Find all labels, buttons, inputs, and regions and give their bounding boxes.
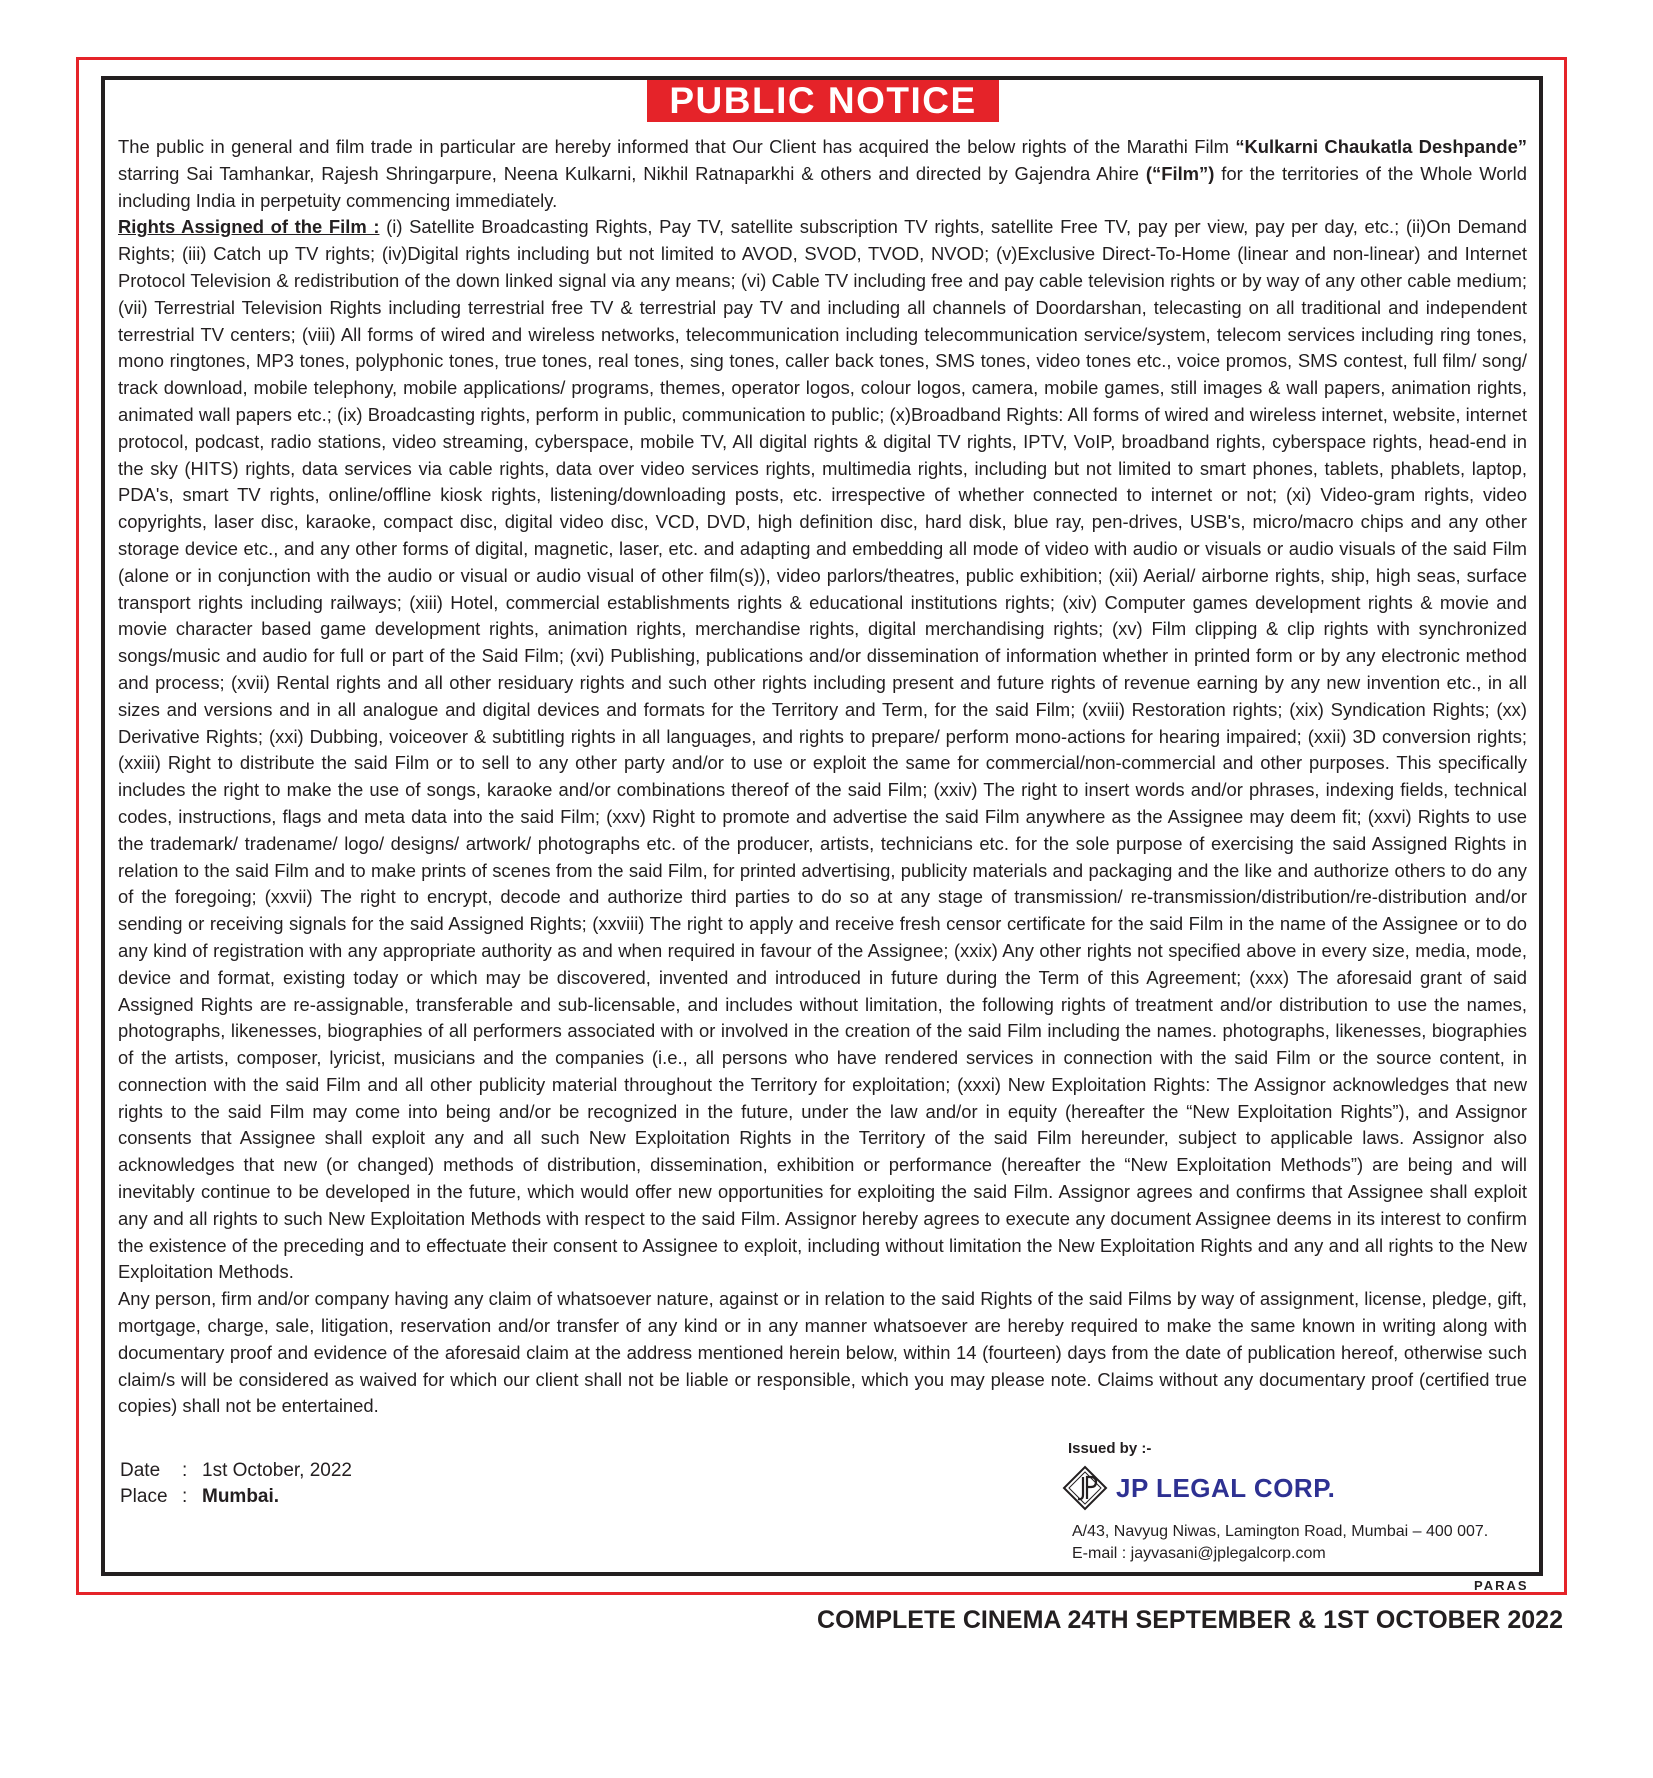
company-logo-row	[1068, 1465, 1538, 1513]
intro-cast-text: starring Sai Tamhankar, Rajesh Shringarpure, Neena Kulkarni, Nikhil Ratnaparkhi & others and directed by Gajendra Ahire	[118, 162, 1146, 184]
notice-title: PUBLIC NOTICE	[647, 80, 999, 122]
issuer-block	[1068, 1440, 1538, 1565]
intro-territory-text: for the territories of the Whole World including India in perpetuity commencing immediately.	[118, 162, 1527, 211]
place-value: Mumbai.	[202, 1486, 280, 1507]
film-name: “Kulkarni Chaukatla Deshpande”	[1235, 136, 1527, 157]
date-label: Date	[120, 1460, 161, 1481]
date-colon: :	[182, 1460, 188, 1481]
intro-paragraph	[118, 134, 1527, 214]
place-label: Place	[120, 1486, 168, 1507]
agency-credit: PARAS	[1474, 1578, 1529, 1593]
rights-paragraph	[118, 214, 1527, 1286]
company-name: JP LEGAL CORP.	[1116, 1473, 1336, 1503]
place-colon: :	[182, 1486, 188, 1507]
date-row	[120, 1458, 352, 1484]
notice-body	[118, 134, 1527, 1420]
issued-by-label: Issued by :-	[1068, 1440, 1152, 1457]
rights-heading: Rights Assigned of the Film :	[118, 216, 380, 238]
film-tag: (“Film”)	[1145, 162, 1215, 184]
place-row	[120, 1484, 352, 1510]
intro-text: The public in general and film trade in particular are hereby informed that Our Client has acquired the below rights of the Marathi Film	[118, 136, 1236, 157]
rights-text: (i) Satellite Broadcasting Rights, Pay TV, satellite subscription TV rights, satellite Free TV, pay per view, pay per day, etc.; (ii)On Demand Rights; (iii) Catch up TV rights; (iv)Digital rights including but not limited to AVOD, SVOD, TVOD, NVOD; (v)Exclusive Direct-To-Home (linear and non-linear) and Internet Protocol Television & redistribution of the down linked signal via any means; (vi) Cable TV including free and pay cable television rights or by way of any other cable medium; (vii) Terrestrial Television Rights including terrestrial free TV & terrestrial pay TV and including all channels of Doordarshan, telecasting on all traditional and independent terrestrial TV centers; (viii) All forms of wired and wireless networks, telecommunication including telecommunication service/system, telecom services including ring tones, mono ringtones, MP3 tones, polyphonic tones, true tones, real tones, sing tones, caller back tones, SMS tones, video tones etc., voice promos, SMS contest, full film/ song/ track download, mobile telephony, mobile applications/ programs, themes, operator logos, colour logos, camera, mobile games, still images & wall papers, animation rights, animated wall papers etc.; (ix) Broadcasting rights, perform in public, communication to public; (x)Broadband Rights: All forms of wired and wireless internet, website, internet protocol, podcast, radio stations, video streaming, cyberspace, mobile TV, All digital rights & digital TV rights, IPTV, VoIP, broadband rights, cyberspace rights, head-end in the sky (HITS) rights, data services via cable rights, data over video services rights, multimedia rights, including but not limited to smart phones, tablets, phablets, laptop, PDA's, smart TV rights, online/offline kiosk rights, listening/downloading posts, etc. irrespective of whether connected to internet or not; (xi) Video-gram rights, video copyrights, laser disc, karaoke, compact disc, digital video disc, VCD, DVD, high definition disc, hard disk, blue ray, pen-drives, USB's, micro/macro chips and any other storage device etc., and any other forms of digital, magnetic, laser, etc. and adapting and embedding all mode of video with audio or visuals or audio visuals of the said Film (alone or in conjunction with the audio or visual or audio visual of other film(s)), video parlors/theatres, public exhibition; (xii) Aerial/ airborne rights, ship, high seas, surface transport rights including railways; (xiii) Hotel, commercial establishments rights & educational institutions rights; (xiv) Computer games development rights & movie and movie character based game development rights, animation rights, merchandise rights, digital merchandising rights; (xv) Film clipping & clip rights with synchronized songs/music and audio for full or part of the Said Film; (xvi) Publishing, publications and/or dissemination of information whether in printed form or by any electronic method and process; (xvii) Rental rights and all other residuary rights and such other rights including present and future rights of revenue earning by any new invention etc., in all sizes and versions and in all analogue and digital devices and formats for the Territory and Term, for the said Film; (xviii) Restoration rights; (xix) Syndication Rights; (xx) Derivative Rights; (xxi) Dubbing, voiceover & subtitling rights in all languages, and rights to prepare/ perform mono-actions for hearing impaired; (xxii) 3D conversion rights; (xxiii) Right to distribute the said Film or to sell to any other party and/or to use or exploit the same for commercial/non-commercial and other purposes. This specifically includes the right to make the use of songs, karaoke and/or combinations thereof of the said Film; (xxiv) The right to insert words and/or phrases, indexing fields, technical codes, instructions, flags and meta data into the said Film; (xxv) Right to promote and advertise the said Film anywhere as the Assignee may deem fit; (xxvi) Rights to use the trademark/ tradename/ logo/ designs/ artwork/ photographs etc. of the producer, artists, technicians etc. for the sole purpose of exercising the said Assigned Rights in relation to the said Film and to make prints of scenes from the said Film, for printed advertising, publicity materials and packaging and the like and authorize others to do any of the foregoing; (xxvii) The right to encrypt, decode and authorize third parties to do so at any stage of transmission/ re-transmission/distribution/re-distribution and/or sending or receiving signals for the said Assigned Rights; (xxviii) The right to apply and receive fresh censor certificate for the said Film in the name of the Assignee or to do any kind of registration with any appropriate authority as and when required in favour of the Assignee; (xxix) Any other rights not specified above in every size, media, mode, device and format, existing today or which may be discovered, invented and introduced in future during the Term of this Agreement; (xxx) The aforesaid grant of said Assigned Rights are re-assignable, transferable and sub-licensable, and includes without limitation, the following rights of treatment and/or distribution to use the names, photographs, likenesses, biographies of all performers associated with or involved in the creation of the said Film including the names. photographs, likenesses, biographies of the artists, composer, lyricist, musicians and the companies (i.e., all persons who have rendered services in connection with the said Film or the source content, in connection with the said Film and all other publicity material throughout the Territory for exploitation; (xxxi) New Exploitation Rights: The Assignor acknowledges that new rights to the said Film may come into being and/or be recognized in the future, under the law and/or in equity (hereafter the “New Exploitation Rights”), and Assignor consents that Assignee shall exploit any and all such New Exploitation Rights in the Territory of the said Film hereunder, subject to applicable laws. Assignor also acknowledges that new (or changed) methods of distribution, dissemination, exhibition or performance (hereafter the “New Exploitation Methods”) are being and will inevitably continue to be developed in the future, which would offer new opportunities for exploiting the said Film. Assignor agrees and confirms that Assignee shall exploit any and all rights to such New Exploitation Methods with respect to the said Film. Assignor hereby agrees to execute any document Assignee deems in its interest to confirm the existence of the preceding and to effectuate their consent to Assignee to exploit, including without limitation the New Exploitation Rights and any and all rights to the New Exploitation Methods.	[118, 216, 1527, 1283]
date-place-block	[120, 1458, 352, 1510]
publication-footer: COMPLETE CINEMA 24TH SEPTEMBER & 1ST OCTOBER 2022	[817, 1606, 1563, 1634]
email-line: E-mail : jayvasani@jplegalcorp.com	[1072, 1545, 1326, 1562]
address-line: A/43, Navyug Niwas, Lamington Road, Mumbai – 400 007.	[1072, 1523, 1489, 1540]
company-address	[1068, 1521, 1538, 1565]
claims-paragraph: Any person, firm and/or company having any claim of whatsoever nature, against or in relation to the said Rights of the said Films by way of assignment, license, pledge, gift, mortgage, charge, sale, litigation, reservation and/or transfer of any kind or in any manner whatsoever are hereby required to make the same known in writing along with documentary proof and evidence of the aforesaid claim at the address mentioned herein below, within 14 (fourteen) days from the date of publication hereof, otherwise such claim/s will be considered as waived for which our client shall not be liable or responsible, which you may please note. Claims without any documentary proof (certified true copies) shall not be entertained.	[118, 1288, 1527, 1417]
date-value: 1st October, 2022	[202, 1460, 352, 1481]
jp-monogram-diamond-icon	[1062, 1465, 1108, 1511]
